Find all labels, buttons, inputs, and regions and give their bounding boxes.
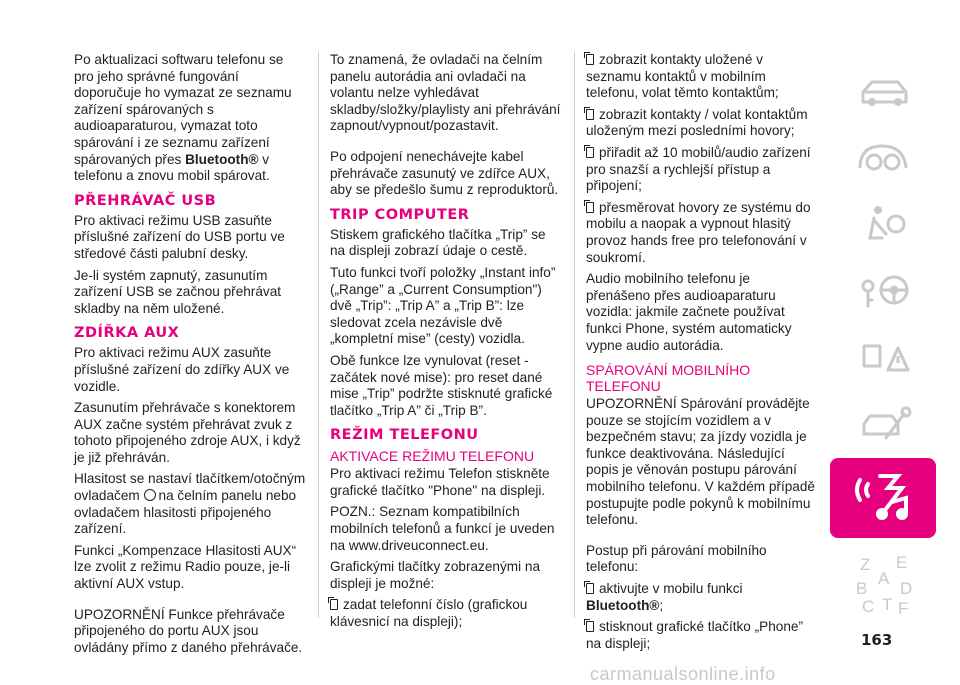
- paragraph-pairing-warning: UPOZORNĚNÍ Spárování provádějte pouze se stojícím vozidlem a v bezpečném stavu; za jízdy vozidla je funkce deaktivována. Následující popis je věnován postupu párování mobilního telefonu. V každém případě postupujte podle pokynů k mobilnímu telefonu.: [586, 396, 815, 528]
- list-item: přesměrovat hovory ze systému do mobilu a naopak a vypnout hlasitý provoz hands free pro telefonování v soukromí.: [586, 199, 811, 265]
- paragraph-usb-1: Pro aktivaci režimu USB zasuňte příslušné zařízení do USB portu ve středové části palubní desky.: [74, 212, 285, 261]
- airbag-seatbelt-icon: [830, 194, 936, 254]
- tab-starting-driving[interactable]: [830, 260, 936, 320]
- volume-knob-icon: [144, 489, 156, 501]
- list-item: přiřadit až 10 mobilů/audio zařízení pro snazší a rychlejší přístup a připojení;: [586, 144, 811, 194]
- tab-dashboard[interactable]: [830, 128, 936, 188]
- paragraph-update: Po aktualizaci softwaru telefonu se pro jeho správné fungování doporučuje ho vymazat ze seznamu zařízení spárovaných s audioaparaturou, vymazat toto spárování i ze seznamu zařízení spárovaných přes Bluetooth® v telefonu a znovu mobil spárovat.: [74, 52, 292, 184]
- list-item: zobrazit kontakty / volat kontaktům uloženým mezi posledními hovory;: [586, 106, 808, 139]
- index-letter: T: [882, 595, 893, 614]
- paragraph-trip-2: Tuto funkci tvoří položky „Instant info” („Range” a „Current Consumption") dvě „Trip”: „Trip A” a „Trip B”: lze sledovat zcela nezávisle dvě „kompletní mise” (cesty) vozidla.: [330, 264, 556, 347]
- tab-safety[interactable]: [830, 194, 936, 254]
- heading-phone-mode: REŽIM TELEFONU: [330, 427, 479, 444]
- text-column-3: [586, 52, 818, 657]
- paragraph-phone-3: Grafickými tlačítky zobrazenými na displeji je možné:: [330, 559, 541, 591]
- key-steering-icon: [830, 260, 936, 320]
- tab-emergency[interactable]: [830, 326, 936, 386]
- heading-usb-player: PŘEHRÁVAČ USB: [74, 192, 217, 209]
- paragraph-pairing-procedure: Postup při párování mobilního telefonu:: [586, 542, 767, 575]
- index-letter: C: [862, 597, 875, 616]
- bullet-icon: [586, 621, 594, 632]
- list-item: zobrazit kontakty uložené v seznamu kontaktů v mobilním telefonu, volat těmto kontaktům;: [586, 52, 779, 101]
- column-divider: [318, 52, 319, 618]
- paragraph-phone-audio: Audio mobilního telefonu je přenášeno přes audioaparaturu vozidla: jakmile začnete používat funkci Phone, systém automaticky vypne audio autorádia.: [586, 271, 792, 353]
- dashboard-gauge-icon: [830, 128, 936, 188]
- bullet-icon: [330, 599, 338, 610]
- page-number: 163: [861, 631, 893, 649]
- wrench-car-icon: [830, 392, 936, 452]
- heading-trip-computer: TRIP COMPUTER: [330, 206, 470, 223]
- watermark: carmanualsonline.info: [590, 664, 776, 684]
- bullet-icon: [586, 583, 594, 594]
- text-column-2: [330, 52, 562, 636]
- multimedia-icon: [830, 458, 936, 538]
- index-letter: E: [896, 553, 908, 572]
- paragraph-aux-3: Hlasitost se nastaví tlačítkem/otočným ovladačem na čelním panelu nebo ovladačem hlasitosti připojeného zařízení.: [74, 471, 306, 537]
- paragraph-phone-2: POZN.: Seznam kompatibilních mobilních telefonů a funkcí je uveden na www.driveuconnect.eu.: [330, 504, 555, 553]
- list-item: zadat telefonní číslo (grafickou klávesnicí na displeji);: [330, 597, 528, 630]
- index-letter: D: [900, 579, 913, 598]
- paragraph-aux-noise: Po odpojení nenechávejte kabel přehrávače zasunutý ve zdířce AUX, aby se předešlo šumu z reproduktorů.: [330, 148, 559, 198]
- bullet-icon: [586, 54, 594, 65]
- subheading-phone-activation: AKTIVACE REŽIMU TELEFONU: [330, 448, 535, 465]
- car-overview-icon: [830, 62, 936, 122]
- index-letter: Z: [860, 555, 871, 574]
- tab-index[interactable]: [830, 548, 936, 620]
- index-letter: A: [878, 569, 890, 588]
- tab-car-overview[interactable]: [830, 62, 936, 122]
- bullet-icon: [586, 147, 594, 158]
- alphabetical-index-icon: [830, 548, 936, 620]
- bullet-icon: [586, 202, 594, 213]
- list-item: stisknout grafické tlačítko „Phone” na displeji;: [586, 619, 803, 651]
- heading-phone-pairing: SPÁROVÁNÍ MOBILNÍHO TELEFONU: [586, 362, 751, 395]
- paragraph-aux-controls: To znamená, že ovladači na čelním panelu autorádia ani ovladači na volantu nelze vyhledávat skladby/složky/playlisty ani přehrávání zapnout/vypnout/pozastavit.: [330, 52, 561, 134]
- paragraph-aux-4: Funkci „Kompenzace Hlasitosti AUX“ lze zvolit z režimu Radio pouze, je-li aktivní AUX vstup.: [74, 542, 297, 592]
- index-letter: B: [856, 579, 868, 598]
- tab-multimedia[interactable]: [830, 458, 936, 538]
- paragraph-aux-2: Zasunutím přehrávače s konektorem AUX začne systém přehrávat zvuk z tohoto připojeného zdroje AUX, i když je již přehráván.: [74, 400, 301, 465]
- paragraph-warning-aux: UPOZORNĚNÍ Funkce přehrávače připojeného do portu AUX jsou ovládány přímo z daného přehrávače.: [74, 606, 303, 655]
- warning-triangle-icon: [830, 326, 936, 386]
- index-letter: F: [898, 599, 909, 618]
- paragraph-aux-1: Pro aktivaci režimu AUX zasuňte příslušné zařízení do zdířky AUX ve vozidle.: [74, 345, 290, 394]
- text-column-1: [74, 52, 306, 661]
- paragraph-usb-2: Je-li systém zapnutý, zasunutím zařízení USB se začnou přehrávat skladby na něm uložené.: [74, 267, 282, 316]
- heading-aux: ZDÍŘKA AUX: [74, 325, 180, 342]
- paragraph-trip-1: Stiskem grafického tlačítka „Trip” se na displeji zobrazí údaje o cestě.: [330, 226, 546, 259]
- paragraph-trip-3: Obě funkce lze vynulovat (reset - začátek nové mise): pro reset dané mise „Trip” podržte stisknuté grafické tlačítko „Trip A” či „Trip B”.: [330, 352, 553, 418]
- list-item: aktivujte v mobilu funkci Bluetooth®;: [586, 581, 743, 613]
- bullet-icon: [586, 109, 594, 120]
- paragraph-phone-1: Pro aktivaci režimu Telefon stiskněte grafické tlačítko "Phone" na displeji.: [330, 466, 550, 498]
- column-divider: [574, 52, 575, 618]
- tab-maintenance[interactable]: [830, 392, 936, 452]
